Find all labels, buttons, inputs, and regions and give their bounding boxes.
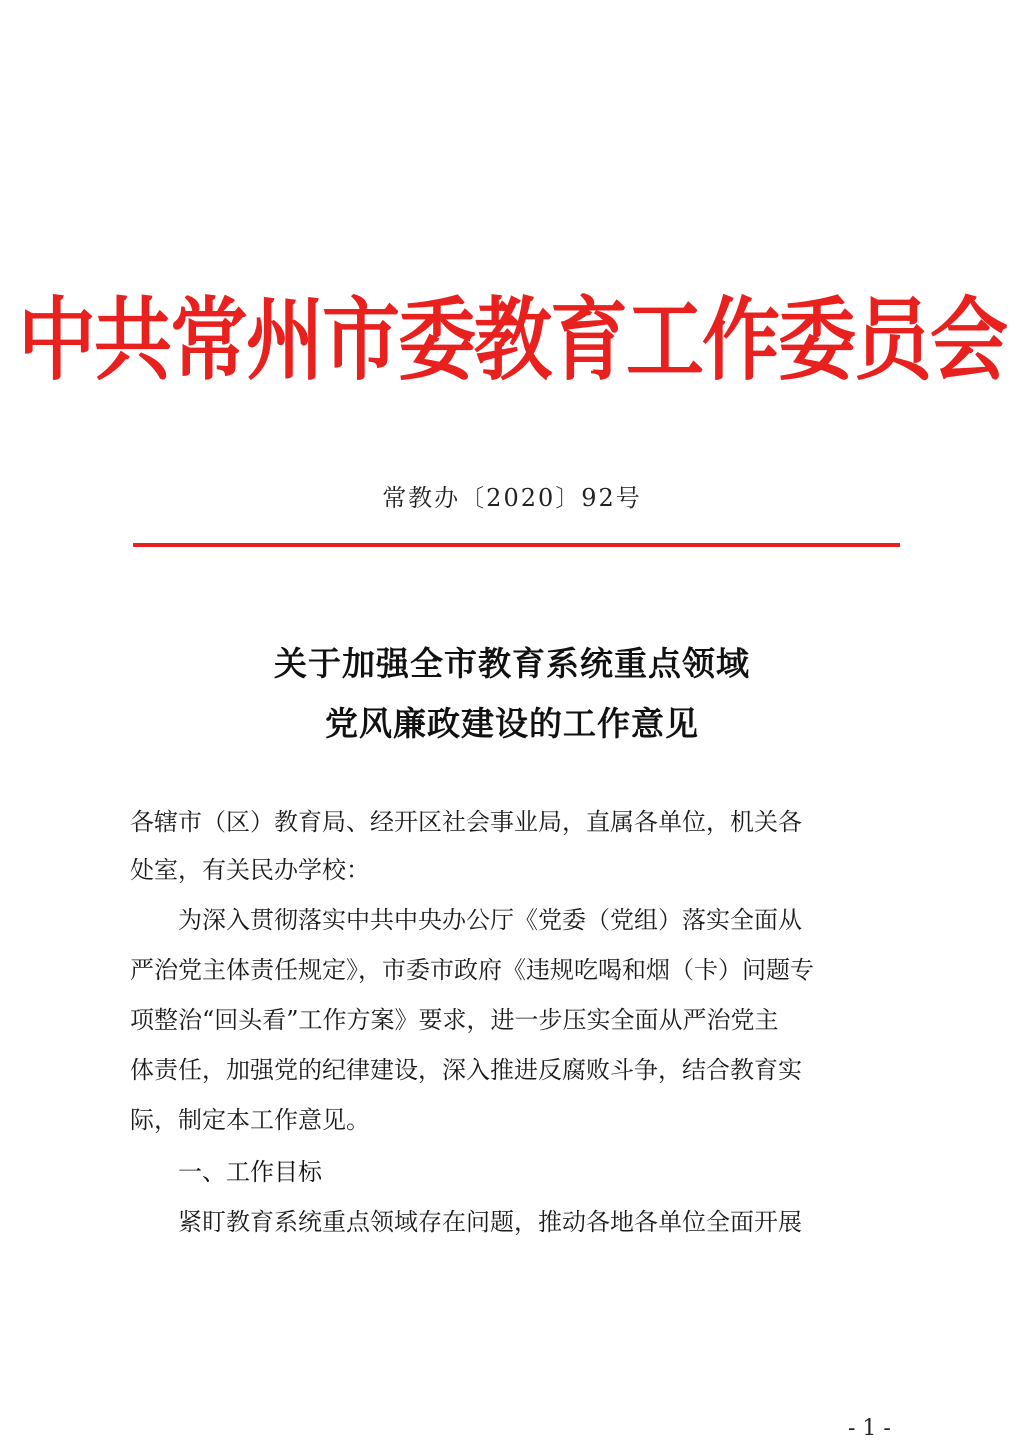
intro-line-2: 严治党主体责任规定》，市委市政府《违规吃喝和烟（卡）问题专 (130, 956, 814, 984)
recipients-line-1: 各辖市（区）教育局、经开区社会事业局，直属各单位，机关各 (130, 808, 802, 836)
document-title-line-2: 党风廉政建设的工作意见 (325, 704, 699, 743)
intro-line-1: 为深入贯彻落实中共中央办公厅《党委（党组）落实全面从 (178, 906, 802, 934)
section-1-line-1: 紧盯教育系统重点领域存在问题，推动各地各单位全面开展 (178, 1208, 802, 1236)
organization-header: 中共常州市委教育工作委员会 (17, 289, 1006, 393)
intro-line-5: 际，制定本工作意见。 (130, 1106, 370, 1134)
page-number: - 1 - (848, 1416, 891, 1441)
document-title-line-1: 关于加强全市教育系统重点领域 (274, 644, 750, 683)
document-number: 常教办〔2020〕92号 (382, 484, 642, 512)
red-divider-line (133, 543, 900, 547)
intro-line-4: 体责任，加强党的纪律建设，深入推进反腐败斗争，结合教育实 (130, 1056, 802, 1084)
recipients-line-2: 处室，有关民办学校： (130, 856, 370, 884)
intro-line-3: 项整治“回头看”工作方案》要求，进一步压实全面从严治党主 (130, 1006, 779, 1034)
section-heading-goals: 一、工作目标 (178, 1158, 322, 1186)
